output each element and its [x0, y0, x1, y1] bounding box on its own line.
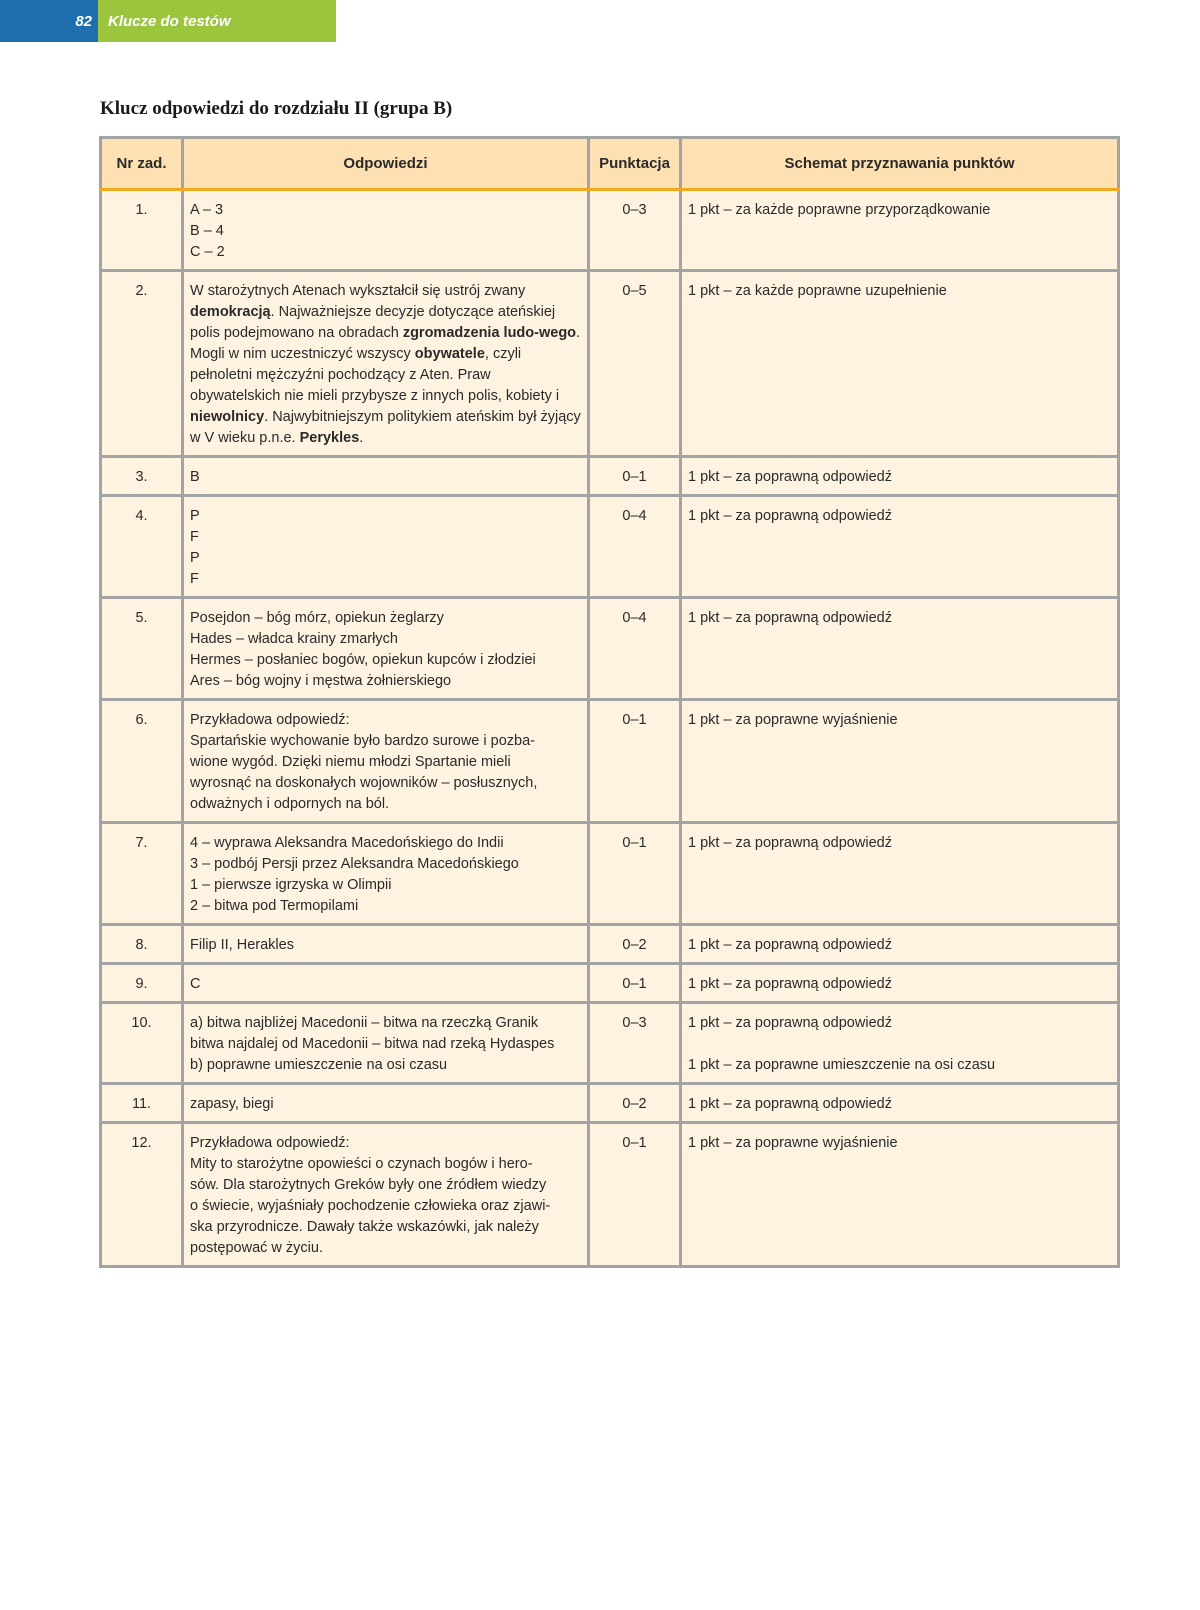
- answer-text: .: [359, 430, 364, 446]
- points-range: 0–4: [589, 496, 681, 598]
- scoring-scheme-cell: [681, 700, 1119, 823]
- scheme-line: 1 pkt – za poprawną odpowiedź: [688, 937, 892, 953]
- answer-line: postępować w życiu.: [190, 1240, 323, 1256]
- answer-line: wione wygód. Dzięki niemu młodzi Spartanie mieli: [190, 754, 511, 770]
- task-number: 11.: [101, 1084, 183, 1123]
- answer-line: Ares – bóg wojny i męstwa żołnierskiego: [190, 673, 452, 689]
- column-header-answers: Odpowiedzi: [183, 138, 589, 190]
- answer-line: F: [190, 529, 199, 545]
- scheme-line: 1 pkt – za każde poprawne uzupełnienie: [688, 283, 947, 299]
- answer-cell: [183, 925, 589, 964]
- answer-line: ska przyrodnicze. Dawały także wskazówki, jak należy: [190, 1219, 539, 1235]
- task-number: 7.: [101, 823, 183, 925]
- answer-line: Hades – władca krainy zmarłych: [190, 631, 398, 647]
- table-header-row: [101, 138, 1119, 190]
- points-range: 0–1: [589, 964, 681, 1003]
- scoring-scheme-cell: [681, 190, 1119, 271]
- scoring-scheme-cell: [681, 598, 1119, 700]
- answer-line: sów. Dla starożytnych Greków były one źródłem wiedzy: [190, 1177, 547, 1193]
- answer-cell: [183, 271, 589, 457]
- scheme-line: 1 pkt – za poprawną odpowiedź: [688, 976, 892, 992]
- task-number: 6.: [101, 700, 183, 823]
- scoring-scheme-cell: [681, 823, 1119, 925]
- task-number: 10.: [101, 1003, 183, 1084]
- answer-keyword: demokracją: [190, 304, 271, 320]
- answer-line: o świecie, wyjaśniały pochodzenie człowieka oraz zjawi-: [190, 1198, 551, 1214]
- answer-cell: [183, 598, 589, 700]
- answer-line: a) bitwa najbliżej Macedonii – bitwa na rzeczką Granik: [190, 1015, 539, 1031]
- page-title: Klucz odpowiedzi do rozdziału II (grupa B): [100, 98, 453, 119]
- answer-line: B: [190, 469, 200, 485]
- answer-keyword: obywatele: [414, 346, 485, 362]
- answer-line: 1 – pierwsze igrzyska w Olimpii: [190, 877, 392, 893]
- answer-line: Posejdon – bóg mórz, opiekun żeglarzy: [190, 610, 444, 626]
- points-range: 0–1: [589, 700, 681, 823]
- answer-line: Mity to starożytne opowieści o czynach bogów i hero-: [190, 1156, 533, 1172]
- answer-line: F: [190, 571, 199, 587]
- points-range: 0–4: [589, 598, 681, 700]
- answer-line: Hermes – posłaniec bogów, opiekun kupców i złodziei: [190, 652, 536, 668]
- scheme-line: 1 pkt – za poprawną odpowiedź: [688, 469, 892, 485]
- answer-cell: [183, 964, 589, 1003]
- column-header-scheme: Schemat przyznawania punktów: [681, 138, 1119, 190]
- task-number: 9.: [101, 964, 183, 1003]
- task-number: 8.: [101, 925, 183, 964]
- task-number: 4.: [101, 496, 183, 598]
- answer-line: C – 2: [190, 244, 225, 260]
- scoring-scheme-cell: [681, 1123, 1119, 1267]
- answer-line: A – 3: [190, 202, 224, 218]
- table-row: [101, 823, 1119, 925]
- table-row: [101, 1123, 1119, 1267]
- answer-cell: [183, 1084, 589, 1123]
- answer-text: , czyli pełnoletni mężczyźni pochodzący z Aten. Praw obywatelskich nie mieli przybysze z innych polis, kobiety i: [190, 346, 560, 404]
- points-range: 0–1: [589, 1123, 681, 1267]
- answer-cell: [183, 190, 589, 271]
- answer-line: C: [190, 976, 201, 992]
- column-header-nr: Nr zad.: [101, 138, 183, 190]
- answer-cell: [183, 496, 589, 598]
- points-range: 0–2: [589, 1084, 681, 1123]
- task-number: 1.: [101, 190, 183, 271]
- scheme-line: 1 pkt – za poprawną odpowiedź: [688, 1015, 892, 1031]
- scheme-line: 1 pkt – za poprawne umieszczenie na osi czasu: [688, 1057, 996, 1073]
- answer-cell: [183, 1003, 589, 1084]
- answer-keyword: zgromadzenia ludo-wego: [402, 325, 577, 341]
- scoring-scheme-cell: [681, 271, 1119, 457]
- answer-line: Spartańskie wychowanie było bardzo surowe i pozba-: [190, 733, 535, 749]
- answer-line: b) poprawne umieszczenie na osi czasu: [190, 1057, 448, 1073]
- scoring-scheme-cell: [681, 496, 1119, 598]
- table-row: [101, 496, 1119, 598]
- answer-keyword: niewolnicy: [190, 409, 265, 425]
- scoring-scheme-cell: [681, 457, 1119, 496]
- task-number: 12.: [101, 1123, 183, 1267]
- column-header-points: Punktacja: [589, 138, 681, 190]
- answer-line: 2 – bitwa pod Termopilami: [190, 898, 359, 914]
- table-row: [101, 1003, 1119, 1084]
- scheme-line: 1 pkt – za poprawną odpowiedź: [688, 835, 892, 851]
- table-row: [101, 271, 1119, 457]
- answer-line: B – 4: [190, 223, 224, 239]
- answer-line: Przykładowa odpowiedź:: [190, 1135, 350, 1151]
- table-row: [101, 700, 1119, 823]
- answer-line: P: [190, 508, 200, 524]
- answer-cell: [183, 700, 589, 823]
- table-row: [101, 964, 1119, 1003]
- answer-text: . Mogli w nim uczestniczyć wszyscy: [190, 325, 581, 362]
- section-label: Klucze do testów: [98, 0, 336, 42]
- scheme-line: 1 pkt – za poprawną odpowiedź: [688, 1096, 892, 1112]
- answer-line: wyrosnąć na doskonałych wojowników – posłusznych,: [190, 775, 538, 791]
- scheme-line: 1 pkt – za poprawne wyjaśnienie: [688, 1135, 898, 1151]
- points-range: 0–2: [589, 925, 681, 964]
- scheme-line: 1 pkt – za każde poprawne przyporządkowanie: [688, 202, 991, 218]
- points-range: 0–3: [589, 190, 681, 271]
- scheme-line: 1 pkt – za poprawną odpowiedź: [688, 610, 892, 626]
- scheme-line: 1 pkt – za poprawne wyjaśnienie: [688, 712, 898, 728]
- table-row: [101, 1084, 1119, 1123]
- answer-cell: [183, 1123, 589, 1267]
- answer-line: zapasy, biegi: [190, 1096, 274, 1112]
- scoring-scheme-cell: [681, 1084, 1119, 1123]
- points-range: 0–1: [589, 457, 681, 496]
- task-number: 5.: [101, 598, 183, 700]
- table-body: [101, 190, 1119, 1267]
- answer-line: Przykładowa odpowiedź:: [190, 712, 350, 728]
- table-row: [101, 457, 1119, 496]
- table-row: [101, 925, 1119, 964]
- answer-line: odważnych i odpornych na ból.: [190, 796, 390, 812]
- scoring-scheme-cell: [681, 1003, 1119, 1084]
- answer-line: 4 – wyprawa Aleksandra Macedońskiego do Indii: [190, 835, 504, 851]
- page-header-bar: [0, 0, 336, 42]
- page-number: 82: [0, 0, 98, 42]
- scoring-scheme-cell: [681, 925, 1119, 964]
- answer-line: bitwa najdalej od Macedonii – bitwa nad rzeką Hydaspes: [190, 1036, 555, 1052]
- answer-key-table: [99, 136, 1120, 1268]
- points-range: 0–3: [589, 1003, 681, 1084]
- answer-text: . Najważniejsze decyzje dotyczące ateńskiej polis podejmowano na obradach: [190, 304, 556, 341]
- answer-line: 3 – podbój Persji przez Aleksandra Macedońskiego: [190, 856, 519, 872]
- points-range: 0–5: [589, 271, 681, 457]
- scoring-scheme-cell: [681, 964, 1119, 1003]
- table-row: [101, 598, 1119, 700]
- answer-cell: [183, 823, 589, 925]
- table-row: [101, 190, 1119, 271]
- answer-keyword: Perykles: [299, 430, 360, 446]
- answer-line: P: [190, 550, 200, 566]
- answer-text: . Najwybitniejszym politykiem ateńskim był żyjący w V wieku p.n.e.: [190, 409, 581, 446]
- answer-line: Filip II, Herakles: [190, 937, 294, 953]
- task-number: 3.: [101, 457, 183, 496]
- scheme-spacer: [688, 1034, 1111, 1055]
- points-range: 0–1: [589, 823, 681, 925]
- scheme-line: 1 pkt – za poprawną odpowiedź: [688, 508, 892, 524]
- answer-cell: [183, 457, 589, 496]
- answer-text: W starożytnych Atenach wykształcił się ustrój zwany: [190, 283, 526, 299]
- task-number: 2.: [101, 271, 183, 457]
